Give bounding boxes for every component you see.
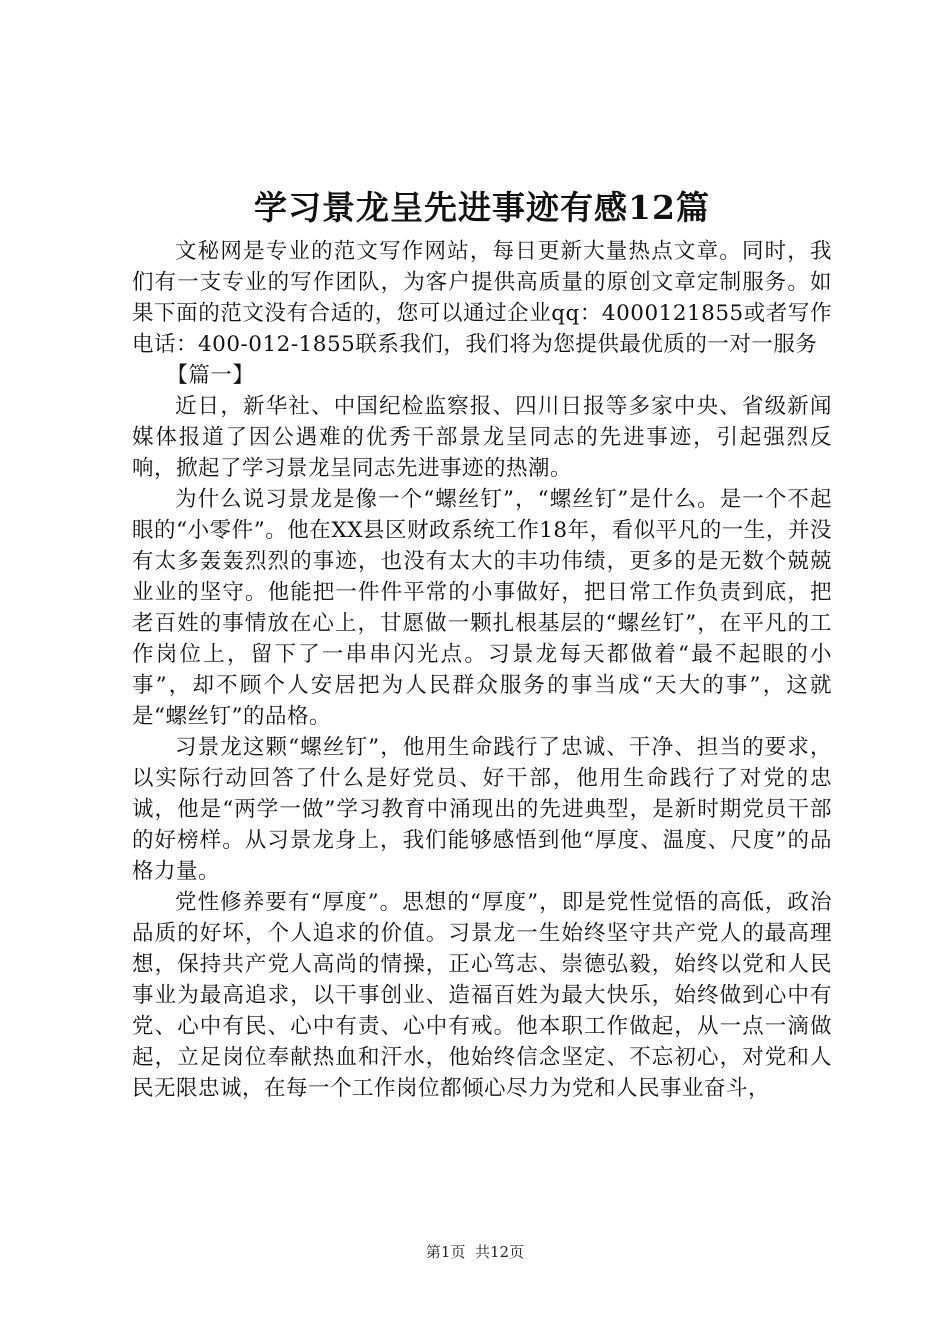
body-paragraph-2: 为什么说习景龙是像一个“螺丝钉”，“螺丝钉”是什么。是一个不起眼的“小零件”。他在XX县区财政系统工作18年，看似平凡的一生，并没有太多轰轰烈烈的事迹，也没有太大的丰功伟绩，更多的是无数个兢兢业业的坚守。他能把一件件平常的小事做好，把日常工作负责到底，把老百姓的事情放在心上，甘愿做一颗扎根基层的“螺丝钉”，在平凡的工作岗位上，留下了一串串闪光点。习景龙每天都做着“最不起眼的小事”，却不顾个人安居把为人民群众服务的事当成“天大的事”，这就是“螺丝钉”的品格。 <box>132 487 832 729</box>
page-footer <box>0 1242 950 1262</box>
page-total: 共12页 <box>475 1243 525 1261</box>
body-paragraph-4: 党性修养要有“厚度”。思想的“厚度”，即是党性觉悟的高低，政治品质的好坏，个人追求的价值。习景龙一生始终坚守共产党人的最高理想，保持共产党人高尚的情操，正心笃志、崇德弘毅，始终以党和人民事业为最高追求，以干事创业、造福百姓为最大快乐，始终做到心中有党、心中有民、心中有责、心中有戒。他本职工作做起，从一点一滴做起，立足岗位奉献热血和汗水，他始终信念坚定、不忘初心，对党和人民无限忠诚，在每一个工作岗位都倾心尽力为党和人民事业奋斗， <box>132 890 832 1101</box>
document-body <box>132 236 832 1104</box>
body-paragraph-1: 近日，新华社、中国纪检监察报、四川日报等多家中央、省级新闻媒体报道了因公遇难的优秀干部景龙呈同志的先进事迹，引起强烈反响，掀起了学习景龙呈同志先进事迹的热潮。 <box>132 394 832 481</box>
intro-paragraph: 文秘网是专业的范文写作网站，每日更新大量热点文章。同时，我们有一支专业的写作团队，为客户提供高质量的原创文章定制服务。如果下面的范文没有合适的，您可以通过企业qq：4000121855或者写作电话：400-012-1855联系我们，我们将为您提供最优质的一对一服务 <box>132 239 832 357</box>
page-number: 第1页 <box>425 1243 466 1261</box>
body-paragraph-3: 习景龙这颗“螺丝钉”，他用生命践行了忠诚、干净、担当的要求，以实际行动回答了什么是好党员、好干部，他用生命践行了对党的忠诚，他是“两学一做”学习教育中涌现出的先进典型，是新时期党员干部的好榜样。从习景龙身上，我们能够感悟到他“厚度、温度、尺度”的品格力量。 <box>132 735 832 884</box>
document-page <box>132 180 832 1104</box>
section-heading: 【篇一】 <box>166 363 255 388</box>
document-title: 学习景龙呈先进事迹有感12篇 <box>254 188 710 227</box>
